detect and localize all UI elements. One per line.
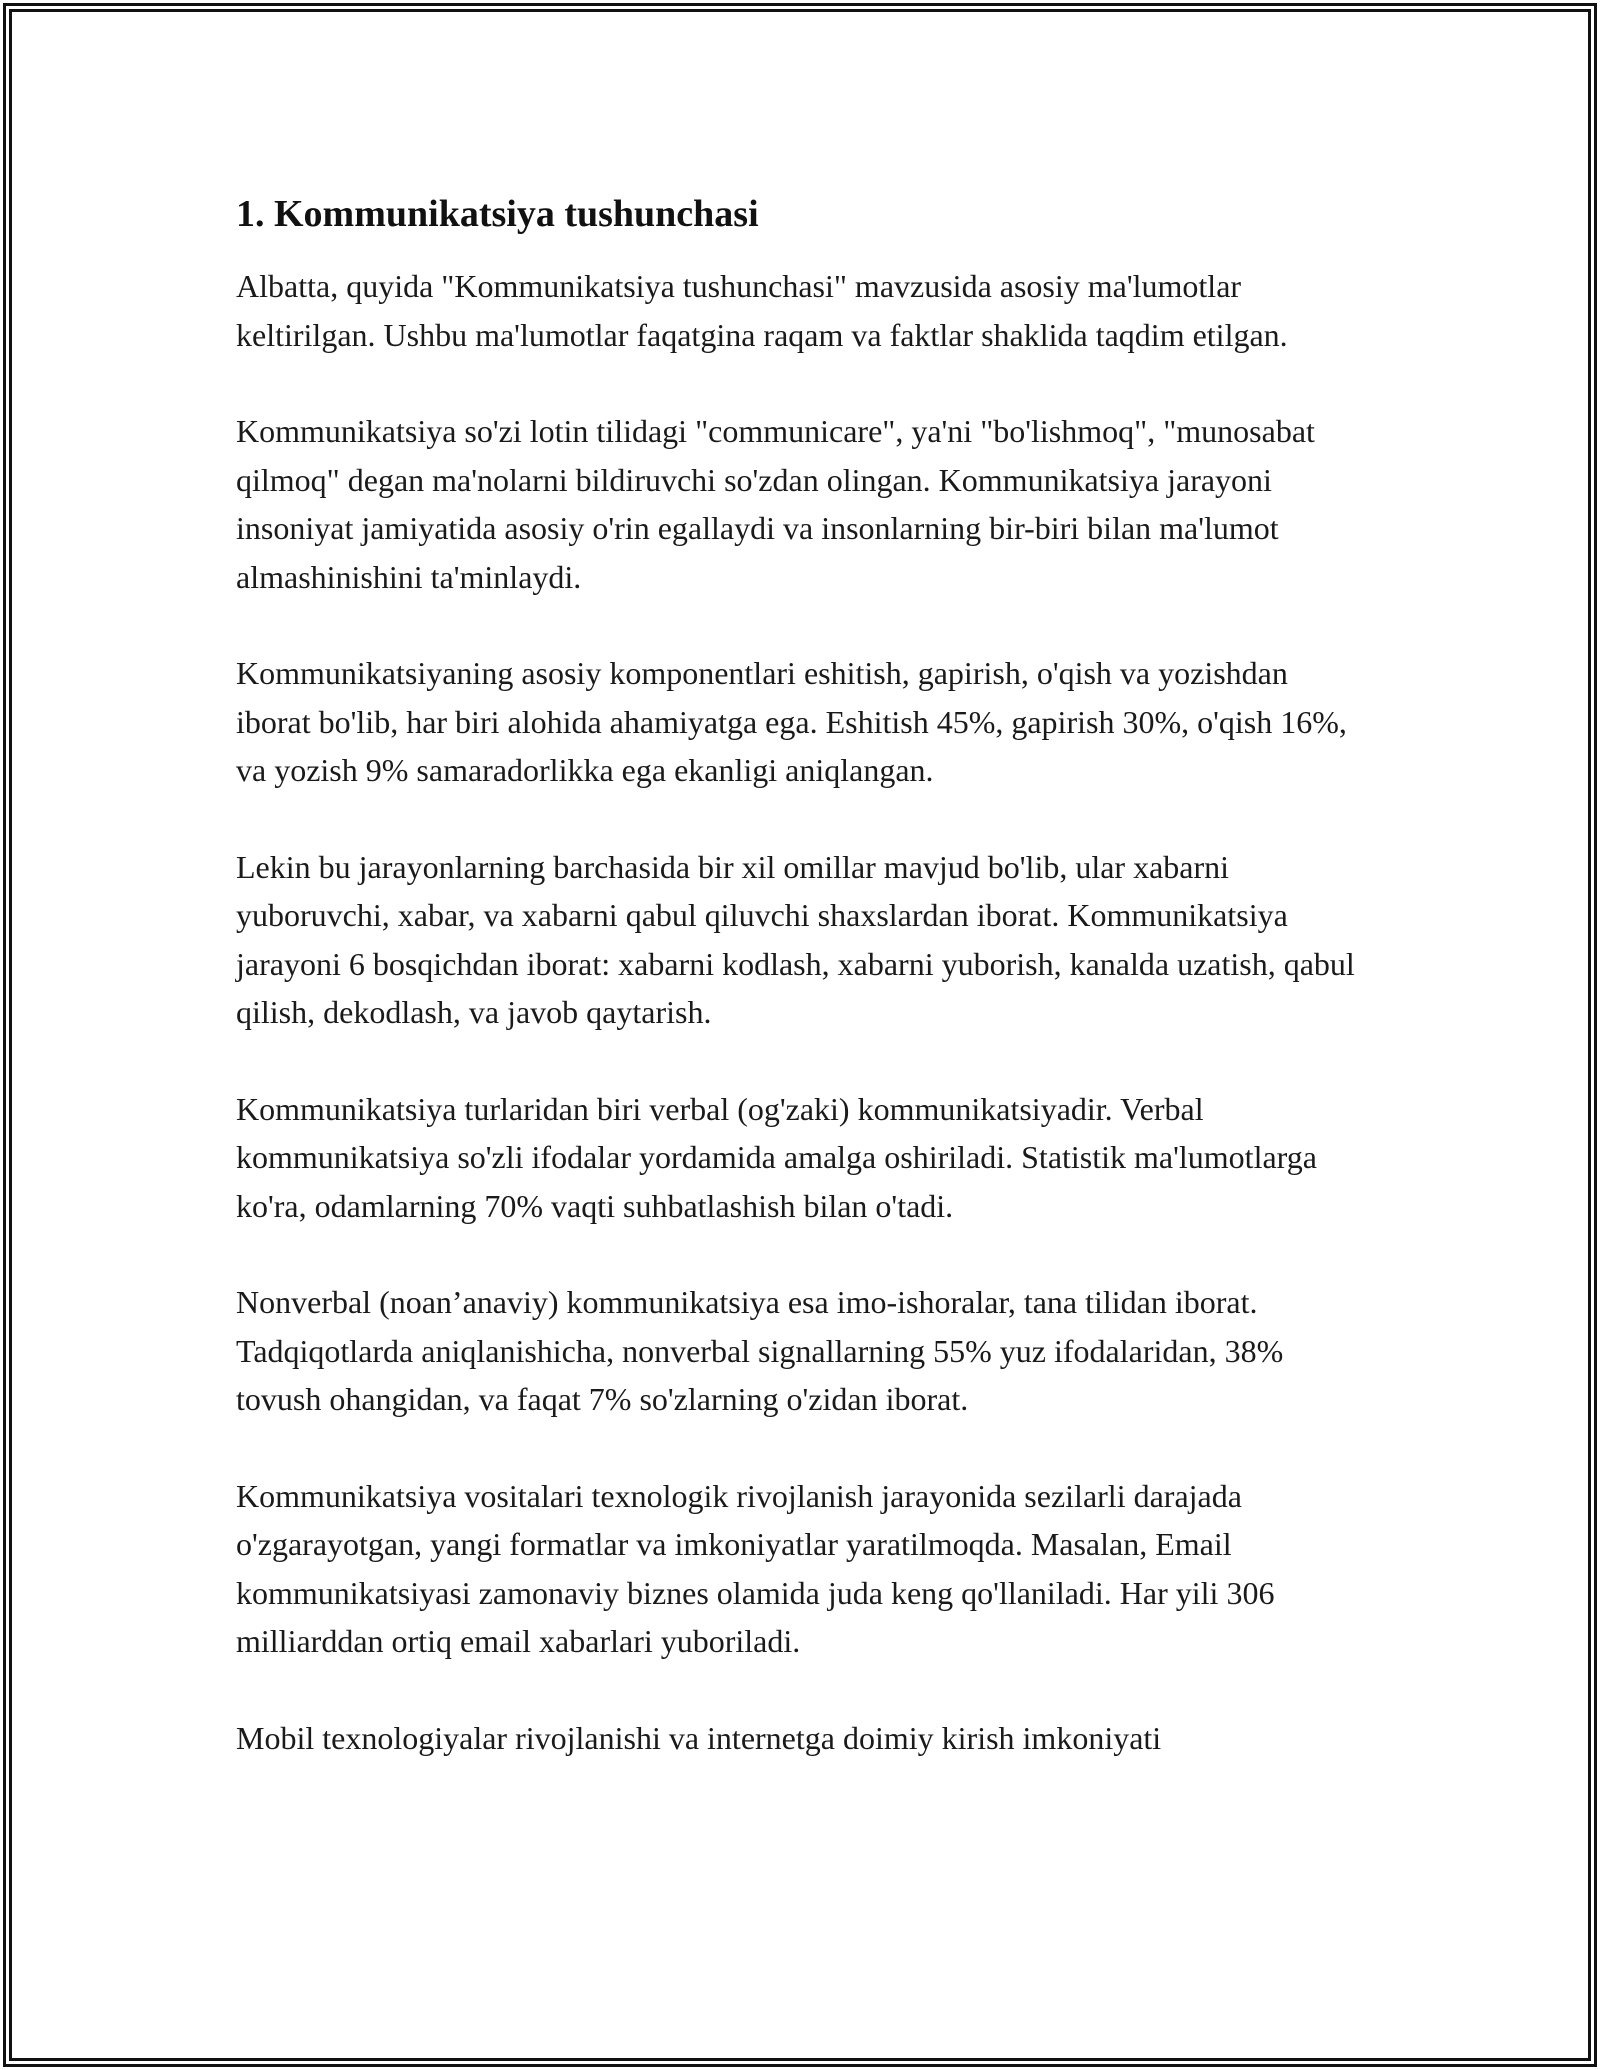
paragraph-process: Lekin bu jarayonlarning barchasida bir xil omillar mavjud bo'lib, ular xabarni yuboruvchi, xabar, va xabarni qabul qiluvchi shaxslardan iborat. Kommunikatsiya jarayoni 6 bosqichdan iborat: xabarni kodlash, xabarni yuborish, kanalda uzatish, qabul qilish, dekodlash, va javob qaytarish. (236, 848, 1355, 1030)
paragraph-etymology: Kommunikatsiya so'zi lotin tilidagi "communicare", ya'ni "bo'lishmoq", "munosabat qilmoq" degan ma'nolarni bildiruvchi so'zdan olingan. Kommunikatsiya jarayoni insoniyat jamiyatida asosiy o'rin egallaydi va insonlarning bir-biri bilan ma'lumot almashinishini ta'minlaydi. (236, 413, 1315, 595)
paragraph-verbal: Kommunikatsiya turlaridan biri verbal (og'zaki) kommunikatsiyadir. Verbal kommunikatsiya so'zli ifodalar yordamida amalga oshiriladi. Statistik ma'lumotlarga ko'ra, odamlarning 70% vaqti suhbatlashish bilan o'tadi. (236, 1090, 1317, 1224)
paragraph-intro: Albatta, quyida "Kommunikatsiya tushunchasi" mavzusida asosiy ma'lumotlar keltirilgan. Ushbu ma'lumotlar faqatgina raqam va faktlar shaklida taqdim etilgan. (236, 268, 1288, 353)
paragraph-mobile: Mobil texnologiyalar rivojlanishi va internetga doimiy kirish imkoniyati (236, 1719, 1162, 1756)
paragraph-tools: Kommunikatsiya vositalari texnologik rivojlanish jarayonida sezilarli darajada o'zgarayotgan, yangi formatlar va imkoniyatlar yaratilmoqda. Masalan, Email kommunikatsiyasi zamonaviy biznes olamida juda keng qo'llaniladi. Har yili 306 milliarddan ortiq email xabarlari yuboriladi. (236, 1477, 1275, 1659)
section-heading: 1. Kommunikatsiya tushunchasi (236, 193, 759, 235)
document-body (236, 188, 1366, 1810)
paragraph-components: Kommunikatsiyaning asosiy komponentlari eshitish, gapirish, o'qish va yozishdan iborat bo'lib, har biri alohida ahamiyatga ega. Eshitish 45%, gapirish 30%, o'qish 16%, va yozish 9% samaradorlikka ega ekanligi aniqlangan. (236, 655, 1347, 788)
paragraph-nonverbal: Nonverbal (noan’anaviy) kommunikatsiya esa imo-ishoralar, tana tilidan iborat. Tadqiqotlarda aniqlanishicha, nonverbal signallarning 55% yuz ifodalaridan, 38% tovush ohangidan, va faqat 7% so'zlarning o'zidan iborat. (236, 1284, 1284, 1417)
